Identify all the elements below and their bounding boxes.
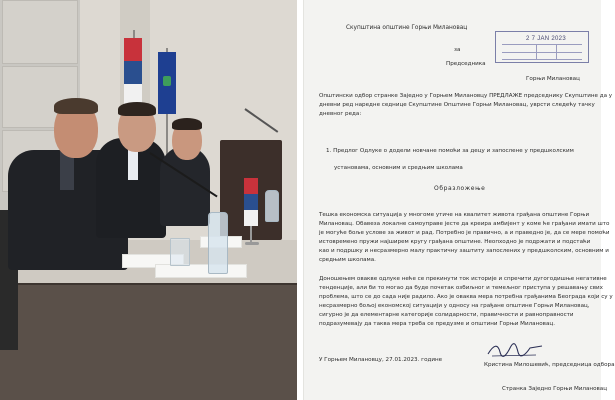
rationale-title: Образложење bbox=[434, 185, 486, 192]
paragraph-1-line-3: је могуће боље услове за живот и рад. Потребно је правично, а и праведно је, да се мере помоћи bbox=[319, 230, 610, 236]
desk-flag-base bbox=[245, 242, 259, 245]
serbian-flag-icon bbox=[124, 38, 142, 108]
desk-flag-stand bbox=[250, 226, 252, 242]
table-front bbox=[0, 285, 297, 400]
water-glass-icon bbox=[170, 238, 190, 266]
stamp-date: 2 7 JAN 2023 bbox=[526, 36, 566, 42]
wall-panel bbox=[2, 0, 78, 64]
handwritten-signature-icon bbox=[486, 340, 546, 360]
intro-line-2: дневни ред наредне седнице Скупштине Општине Горњи Милановац, уврсти следећу тачку bbox=[319, 102, 595, 108]
city-line: Горњи Милановац bbox=[526, 76, 580, 82]
stamp-line bbox=[502, 52, 582, 53]
water-bottle-icon bbox=[208, 212, 228, 274]
signatory: Кристина Милошевић, председница одбора bbox=[484, 362, 615, 368]
paragraph-1-line-6: средњим школама. bbox=[319, 257, 376, 263]
paragraph-2-line-3: проблема, што се до сада није радило. Ако је оваква мера потребна грађанима Београда који су у bbox=[319, 294, 613, 300]
stamp-divider bbox=[536, 44, 537, 60]
water-bottle-icon bbox=[265, 190, 279, 222]
paragraph-2-line-2: тенденције, али би то могао да буде почетак озбиљног и темељног приступа у решавању свих bbox=[319, 285, 603, 291]
stamp-line bbox=[502, 44, 582, 45]
meeting-photo bbox=[0, 0, 297, 400]
intro-line-1: Општински одбор странке Заједно у Горњем Милановцу ПРЕДЛАЖЕ председнику Скупштине да у bbox=[319, 93, 613, 99]
addressee: Председника bbox=[446, 61, 486, 67]
paragraph-2-line-1: Доношењем овакве одлуке неће се прекинути ток историје и спречити дугогодишње негативне bbox=[319, 276, 607, 282]
stamp-divider bbox=[556, 44, 557, 60]
party-name: Странка Заједно Горњи Милановац bbox=[502, 386, 608, 392]
intro-line-3: дневног реда: bbox=[319, 111, 362, 117]
paragraph-2-line-4: несразмерно бољој економској ситуацији у односу на грађане општине Горњи Милановац, bbox=[319, 303, 590, 309]
proposal-item-2: установама, основним и средњим школама bbox=[334, 165, 463, 171]
paragraph-1-line-1: Тешка економска ситуација у многоме утиче на квалитет живота грађана општине Горњи bbox=[319, 212, 590, 218]
paragraph-1-line-4: истовремено пружи најширем кругу грађана општине. Неопходно је подржати и подстаћи bbox=[319, 239, 591, 245]
place-date: У Горњем Милановцу, 27.01.2023. године bbox=[319, 357, 443, 363]
paragraph-1-line-2: Милановац. Обавеза локалне самоуправе јесте да креира амбијент у коме ће грађани имати што bbox=[319, 221, 610, 227]
registry-stamp bbox=[495, 31, 589, 63]
proposal-item-1: 1. Предлог Одлуке о додели новчане помоћи за децу и запослене у предшколским bbox=[326, 148, 574, 154]
paragraph-2-line-5: сигурно је да елементарне категорије солидарности, правичности и равноправности bbox=[319, 312, 574, 318]
paragraph-1-line-5: као и подршку и несразмерно малу практичну заштиту запослених у предшколским, основним и bbox=[319, 248, 609, 254]
header-line: Скупштина општине Горњи Милановац bbox=[346, 25, 468, 31]
paragraph-2-line-6: подразумевају да таква мера треба се предузме и општини Горњи Милановац. bbox=[319, 321, 555, 327]
stamp-line bbox=[502, 59, 582, 60]
za-label: за bbox=[454, 47, 461, 53]
municipal-flag-icon bbox=[158, 52, 176, 114]
desk-flag-icon bbox=[244, 178, 258, 226]
paper-sheet bbox=[155, 264, 247, 278]
